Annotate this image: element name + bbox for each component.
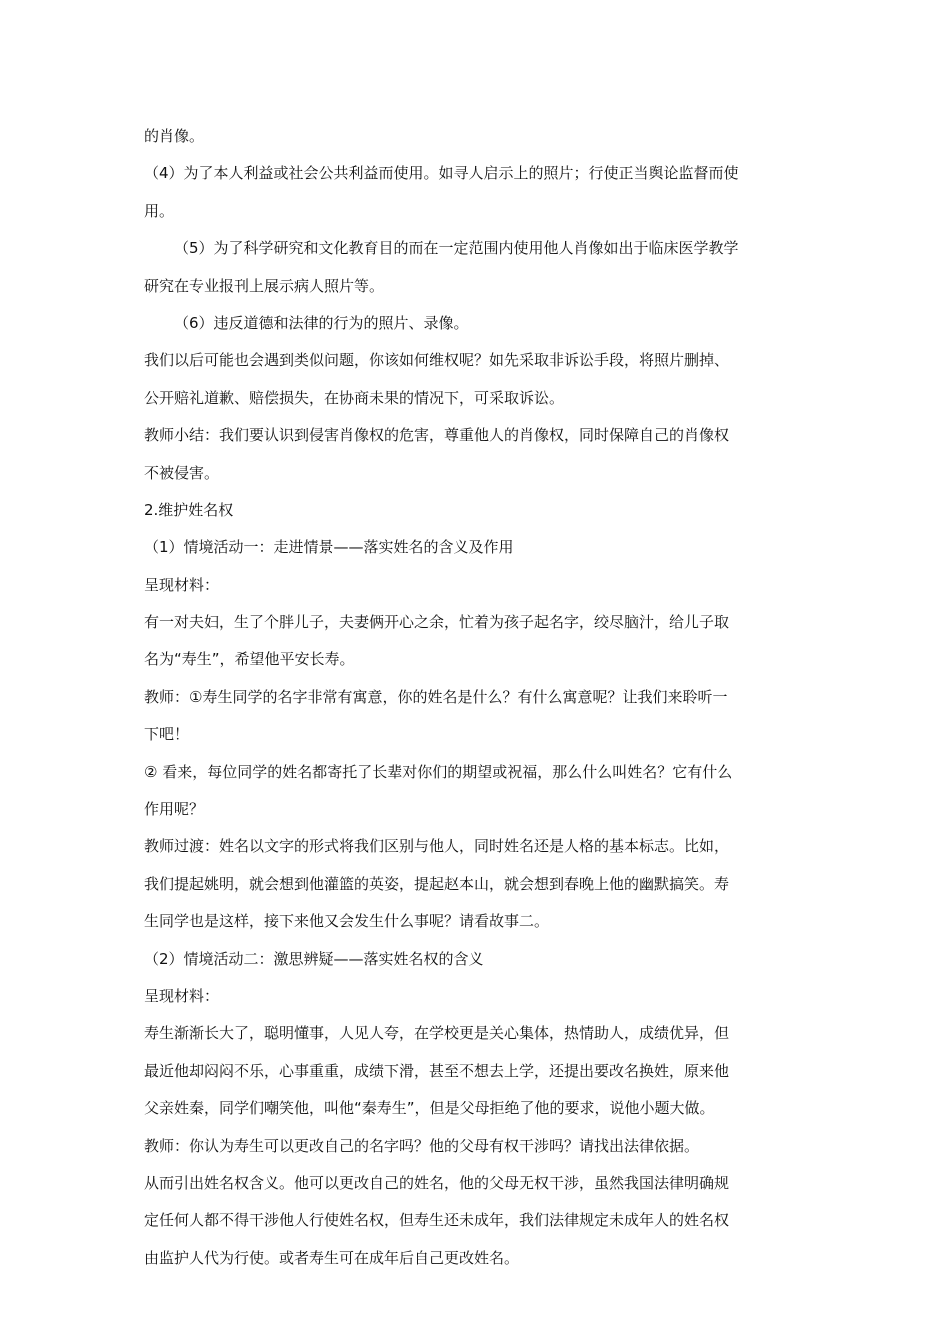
- document-body: [144, 118, 812, 1277]
- text-line: 作用呢？: [144, 800, 205, 819]
- text-line: 下吧！: [144, 725, 190, 744]
- section-heading: 2.维护姓名权: [144, 500, 234, 519]
- text-line: 教师：①寿生同学的名字非常有寓意，你的姓名是什么？有什么寓意呢？让我们来聆听一: [144, 687, 728, 706]
- text-line: 定任何人都不得干涉他人行使姓名权，但寿生还未成年，我们法律规定未成年人的姓名权: [144, 1211, 730, 1230]
- text-line: 的肖像。: [144, 127, 205, 145]
- text-line: 名为“寿生”，希望他平安长寿。: [144, 650, 355, 669]
- text-line: （6）违反道德和法律的行为的照片、录像。: [174, 313, 469, 332]
- text-line: 公开赔礼道歉、赔偿损失，在协商未果的情况下，可采取诉讼。: [144, 388, 565, 407]
- text-line: 从而引出姓名权含义。他可以更改自己的姓名，他的父母无权干涉，虽然我国法律明确规: [144, 1173, 730, 1192]
- text-line: ② 看来，每位同学的姓名都寄托了长辈对你们的期望或祝福，那么什么叫姓名？它有什么: [144, 762, 733, 781]
- text-line: 有一对夫妇，生了个胖儿子，夫妻俩开心之余，忙着为孩子起名字，绞尽脑汁，给儿子取: [144, 613, 730, 632]
- text-line: 由监护人代为行使。或者寿生可在成年后自己更改姓名。: [144, 1248, 520, 1267]
- text-line: 我们以后可能也会遇到类似问题，你该如何维权呢？如先采取非诉讼手段，将照片删掉、: [144, 351, 730, 370]
- text-line: （4）为了本人利益或社会公共利益而使用。如寻人启示上的照片；行使正当舆论监督而使: [144, 164, 739, 183]
- text-line: 教师过渡：姓名以文字的形式将我们区别与他人，同时姓名还是人格的基本标志。比如，: [144, 837, 730, 856]
- text-line: 用。: [144, 201, 175, 220]
- text-line: （2）情境活动二：激思辨疑——落实姓名权的含义: [144, 949, 484, 968]
- text-line: 寿生渐渐长大了，聪明懂事，人见人夸，在学校更是关心集体，热情助人，成绩优异，但: [144, 1024, 730, 1043]
- text-line: 最近他却闷闷不乐，心事重重，成绩下滑，甚至不想去上学，还提出要改名换姓，原来他: [144, 1061, 730, 1080]
- text-line: （5）为了科学研究和文化教育目的而在一定范围内使用他人肖像如出于临床医学教学: [174, 239, 739, 258]
- text-line: 父亲姓秦，同学们嘲笑他，叫他“秦寿生”，但是父母拒绝了他的要求，说他小题大做。: [144, 1099, 715, 1118]
- text-line: （1）情境活动一：走进情景——落实姓名的含义及作用: [144, 538, 514, 557]
- text-line: 呈现材料：: [144, 986, 220, 1005]
- text-line: 我们提起姚明，就会想到他灌篮的英姿，提起赵本山，就会想到春晚上他的幽默搞笑。寿: [144, 874, 730, 893]
- text-line: 教师：你认为寿生可以更改自己的名字吗？他的父母有权干涉吗？请找出法律依据。: [144, 1136, 700, 1155]
- text-line: 生同学也是这样，接下来他又会发生什么事呢？请看故事二。: [144, 912, 550, 931]
- text-line: 教师小结：我们要认识到侵害肖像权的危害，尊重他人的肖像权，同时保障自己的肖像权: [144, 426, 730, 445]
- text-line: 呈现材料：: [144, 575, 220, 594]
- text-line: 研究在专业报刊上展示病人照片等。: [144, 276, 385, 295]
- text-line: 不被侵害。: [144, 463, 220, 482]
